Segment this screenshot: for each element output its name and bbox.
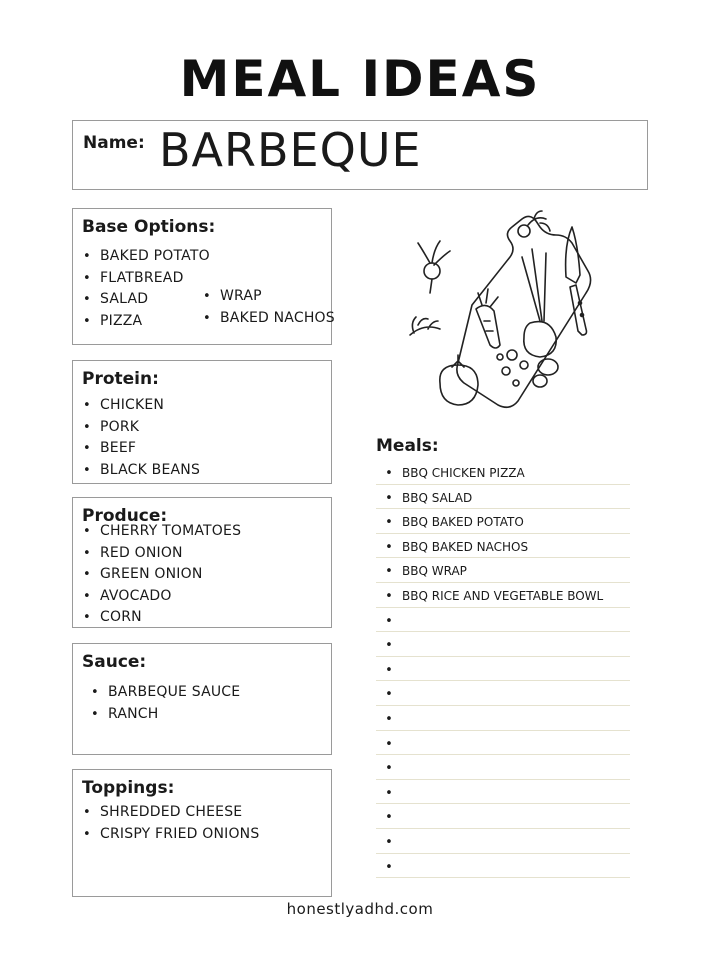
bullet-icon: • bbox=[385, 564, 393, 580]
meal-text: BBQ BAKED POTATO bbox=[402, 515, 524, 530]
list-item: • SALAD bbox=[83, 289, 210, 311]
list-item: • PIZZA bbox=[83, 311, 210, 333]
meal-line bbox=[376, 608, 630, 633]
meal-line bbox=[376, 460, 630, 485]
bullet-icon: • bbox=[385, 613, 393, 629]
meal-line bbox=[376, 485, 630, 510]
meal-text: BBQ BAKED NACHOS bbox=[402, 539, 529, 554]
toppings-list bbox=[83, 802, 259, 845]
list-item: • CHICKEN bbox=[83, 395, 200, 417]
meal-line bbox=[376, 632, 630, 657]
list-item: • BAKED POTATO bbox=[83, 246, 210, 268]
protein-title: Protein: bbox=[82, 369, 159, 389]
meal-line bbox=[376, 804, 630, 829]
meal-text: BBQ RICE AND VEGETABLE BOWL bbox=[402, 588, 604, 603]
meal-line bbox=[376, 755, 630, 780]
meals-list bbox=[376, 460, 630, 878]
meal-line bbox=[376, 780, 630, 805]
produce-title: Produce: bbox=[82, 506, 168, 526]
name-value: BARBEQUE bbox=[159, 123, 422, 177]
meal-text: BBQ SALAD bbox=[402, 490, 473, 505]
protein-list bbox=[83, 395, 200, 481]
page-title: MEAL IDEAS bbox=[179, 50, 541, 108]
bullet-icon: • bbox=[385, 662, 393, 678]
list-item: • RANCH bbox=[91, 704, 240, 726]
bullet-icon: • bbox=[385, 539, 393, 555]
toppings-title: Toppings: bbox=[82, 778, 175, 798]
list-item: • GREEN ONION bbox=[83, 564, 241, 586]
vegetable-slices-icon bbox=[497, 350, 558, 387]
meal-text: BBQ WRAP bbox=[402, 564, 467, 579]
base-options-list-2 bbox=[203, 286, 335, 329]
name-label: Name: bbox=[83, 133, 145, 153]
bullet-icon: • bbox=[385, 638, 393, 654]
meal-line bbox=[376, 558, 630, 583]
list-item: • BAKED NACHOS bbox=[203, 308, 335, 330]
meal-line bbox=[376, 657, 630, 682]
meal-line bbox=[376, 706, 630, 731]
bullet-icon: • bbox=[385, 761, 393, 777]
radish-icon bbox=[418, 241, 450, 293]
list-item: • FLATBREAD bbox=[83, 268, 210, 290]
list-item: • CHERRY TOMATOES bbox=[83, 521, 241, 543]
meal-line bbox=[376, 854, 630, 879]
meal-line bbox=[376, 681, 630, 706]
footer-website: honestlyadhd.com bbox=[286, 900, 434, 918]
meals-title: Meals: bbox=[376, 436, 439, 456]
meal-line bbox=[376, 583, 630, 608]
base-options-title: Base Options: bbox=[82, 217, 216, 237]
sauce-title: Sauce: bbox=[82, 652, 147, 672]
protein-box bbox=[72, 360, 332, 484]
bullet-icon: • bbox=[385, 687, 393, 703]
meal-line bbox=[376, 534, 630, 559]
sauce-box bbox=[72, 643, 332, 755]
list-item: • AVOCADO bbox=[83, 586, 241, 608]
beet-icon bbox=[522, 249, 556, 357]
list-item: • WRAP bbox=[203, 286, 335, 308]
meal-line bbox=[376, 509, 630, 534]
cutting-board-illustration bbox=[400, 205, 610, 420]
bullet-icon: • bbox=[385, 490, 393, 506]
bullet-icon: • bbox=[385, 711, 393, 727]
name-box bbox=[72, 120, 648, 190]
bullet-icon: • bbox=[385, 588, 393, 604]
tomato-icon bbox=[440, 355, 478, 405]
herb-icon bbox=[410, 211, 550, 335]
list-item: • CORN bbox=[83, 607, 241, 629]
meal-line bbox=[376, 829, 630, 854]
list-item: • PORK bbox=[83, 417, 200, 439]
produce-box bbox=[72, 497, 332, 628]
list-item: • RED ONION bbox=[83, 543, 241, 565]
bullet-icon: • bbox=[385, 515, 393, 531]
knife-icon bbox=[566, 227, 587, 335]
toppings-box bbox=[72, 769, 332, 897]
produce-list bbox=[83, 521, 241, 629]
bullet-icon: • bbox=[385, 859, 393, 875]
carrot-icon bbox=[476, 289, 500, 348]
list-item: • BEEF bbox=[83, 438, 200, 460]
sauce-list bbox=[91, 682, 240, 725]
base-options-box bbox=[72, 208, 335, 345]
bullet-icon: • bbox=[385, 736, 393, 752]
bullet-icon: • bbox=[385, 810, 393, 826]
list-item: • BARBEQUE SAUCE bbox=[91, 682, 240, 704]
meal-text: BBQ CHICKEN PIZZA bbox=[402, 466, 525, 480]
bullet-icon: • bbox=[385, 466, 393, 481]
list-item: • CRISPY FRIED ONIONS bbox=[83, 824, 259, 846]
meal-line bbox=[376, 731, 630, 756]
list-item: • BLACK BEANS bbox=[83, 460, 200, 482]
list-item: • SHREDDED CHEESE bbox=[83, 802, 259, 824]
bullet-icon: • bbox=[385, 785, 393, 801]
base-options-list-1 bbox=[83, 246, 210, 332]
bullet-icon: • bbox=[385, 834, 393, 850]
